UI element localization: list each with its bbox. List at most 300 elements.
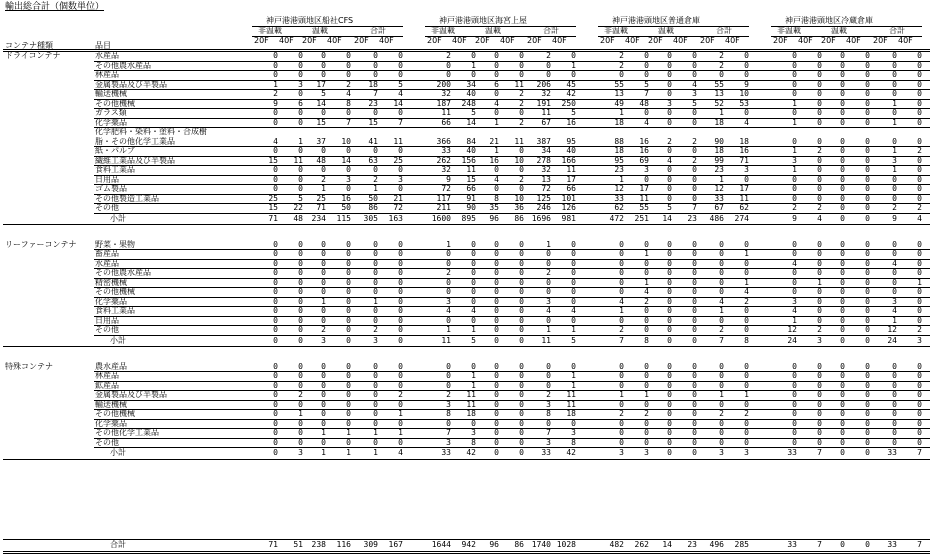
table-row-value: 0	[692, 380, 697, 390]
item-label: 輸送機械	[95, 399, 127, 409]
table-row-value: 0	[865, 409, 870, 418]
table-row-value: 0	[298, 380, 303, 390]
table-row-value: 0	[719, 277, 724, 287]
table-row-value: 2	[546, 51, 551, 60]
table-row-value: 0	[667, 89, 672, 98]
table-row-value: 0	[321, 258, 326, 268]
table-row-value: 4	[471, 306, 476, 315]
table-row-value: 0	[840, 361, 845, 371]
total-header: 合計	[543, 26, 559, 35]
table-row-value: 18	[714, 117, 724, 127]
subtotal-row-value: 0	[346, 335, 351, 345]
table-row-value: 0	[667, 108, 672, 117]
grand-total-row-value: 0	[865, 540, 870, 549]
table-row-value: 0	[373, 306, 378, 315]
item-label: 水産品	[95, 51, 119, 60]
table-row-value: 0	[398, 60, 403, 70]
table-row-value: 0	[494, 239, 499, 249]
table-row-value: 9	[744, 79, 749, 89]
table-row-value: 67	[541, 117, 551, 127]
table-row-value: 156	[461, 155, 476, 165]
table-row-value: 67	[714, 203, 724, 212]
table-row-value: 0	[644, 361, 649, 371]
table-row-value: 0	[398, 108, 403, 117]
table-row-value: 1	[398, 409, 403, 418]
table-row-value: 2	[446, 390, 451, 399]
table-row-value: 0	[840, 203, 845, 212]
table-row-value: 101	[561, 193, 576, 203]
subtotal-row-value: 86	[514, 213, 524, 223]
table-row-value: 0	[692, 361, 697, 371]
table-row-value: 0	[346, 239, 351, 249]
table-row-value: 1	[619, 306, 624, 315]
table-row-value: 0	[692, 277, 697, 287]
table-row-value: 0	[917, 136, 922, 146]
nonref-header: 非温載	[431, 26, 455, 35]
row-rule	[94, 335, 930, 336]
table-row-value: 4	[619, 296, 624, 306]
table-row-value: 40	[466, 89, 476, 98]
table-row-value: 0	[494, 325, 499, 334]
subtotal-row-value: 8	[644, 335, 649, 345]
table-row-value: 250	[561, 98, 576, 108]
table-row-value: 0	[519, 390, 524, 399]
table-row-value: 0	[692, 249, 697, 258]
table-row-value: 0	[321, 399, 326, 409]
table-row-value: 0	[298, 60, 303, 70]
table-row-value: 0	[298, 325, 303, 334]
table-row-value: 0	[398, 371, 403, 380]
item-label: 日用品	[95, 315, 119, 325]
subtotal-row-value: 8	[744, 335, 749, 345]
table-row-value: 0	[519, 380, 524, 390]
table-row-value: 0	[792, 380, 797, 390]
table-row-value: 0	[494, 268, 499, 277]
table-row-value: 62	[614, 203, 624, 212]
table-row-value: 2	[619, 51, 624, 60]
table-row-value: 3	[792, 296, 797, 306]
table-row-value: 2	[446, 268, 451, 277]
subtotal-row-value: 42	[466, 448, 476, 457]
table-row-value: 0	[446, 361, 451, 371]
table-row-value: 0	[644, 437, 649, 447]
table-row-value: 0	[917, 428, 922, 437]
subtotal-row-value: 9	[792, 213, 797, 223]
table-row-value: 0	[519, 165, 524, 174]
table-row-value: 0	[298, 315, 303, 325]
table-row-value: 0	[373, 380, 378, 390]
table-row-value: 2	[321, 174, 326, 184]
table-row-value: 1	[792, 315, 797, 325]
table-row-value: 1	[471, 325, 476, 334]
table-row-value: 0	[321, 371, 326, 380]
table-row-value: 166	[561, 155, 576, 165]
table-row-value: 0	[446, 249, 451, 258]
table-row-value: 0	[619, 399, 624, 409]
table-row-value: 0	[917, 174, 922, 184]
subtotal-row-value: 163	[388, 213, 403, 223]
table-row-value: 0	[917, 98, 922, 108]
table-row-value: 0	[792, 70, 797, 79]
table-row-value: 0	[346, 70, 351, 79]
table-row-value: 0	[792, 239, 797, 249]
table-row-value: 11	[514, 136, 524, 146]
table-row-value: 0	[346, 146, 351, 155]
table-row-value: 0	[892, 390, 897, 399]
table-row-value: 0	[817, 287, 822, 296]
table-row-value: 0	[917, 390, 922, 399]
grand-total-row-value: 285	[734, 540, 749, 549]
table-row-value: 0	[792, 249, 797, 258]
table-row-value: 0	[692, 287, 697, 296]
table-row-value: 0	[692, 165, 697, 174]
subtotal-row-value: 33	[887, 448, 897, 457]
subtotal-row-value: 9	[892, 213, 897, 223]
table-row-value: 3	[644, 165, 649, 174]
table-row-value: 0	[273, 409, 278, 418]
table-row-value: 0	[298, 70, 303, 79]
table-row-value: 0	[917, 418, 922, 428]
table-row-value: 0	[792, 108, 797, 117]
table-row-value: 0	[792, 437, 797, 447]
table-row-value: 0	[494, 418, 499, 428]
table-row-value: 11	[541, 108, 551, 117]
table-row-value: 66	[566, 184, 576, 193]
table-row-value: 0	[644, 60, 649, 70]
size-header: 40F	[279, 36, 294, 45]
table-row-value: 0	[892, 51, 897, 60]
table-row-value: 0	[667, 174, 672, 184]
table-row-value: 0	[892, 79, 897, 89]
table-row-value: 0	[817, 361, 822, 371]
subtotal-row-value: 0	[667, 335, 672, 345]
ref-header: 温載	[831, 26, 847, 35]
table-row-value: 0	[644, 325, 649, 334]
size-header: 20F	[700, 36, 715, 45]
table-row-value: 0	[373, 146, 378, 155]
table-row-value: 0	[840, 184, 845, 193]
subtotal-row-value: 3	[298, 448, 303, 457]
table-row-value: 0	[346, 437, 351, 447]
table-row-value: 4	[446, 306, 451, 315]
table-row-value: 0	[892, 108, 897, 117]
table-row-value: 1	[446, 239, 451, 249]
subtotal-row-value: 0	[298, 335, 303, 345]
item-label: その他機械	[95, 98, 135, 108]
table-row-value: 0	[817, 258, 822, 268]
item-label: 化学肥料・染料・塗料・合成樹	[95, 127, 207, 136]
table-row-value: 0	[398, 306, 403, 315]
table-row-value: 4	[667, 155, 672, 165]
table-row-value: 0	[917, 287, 922, 296]
grand-total-row-value: 309	[363, 540, 378, 549]
table-row-value: 50	[368, 193, 378, 203]
total-header: 合計	[716, 26, 732, 35]
table-row-value: 0	[494, 296, 499, 306]
table-row-value: 2	[892, 203, 897, 212]
table-row-value: 0	[373, 437, 378, 447]
table-row-value: 8	[446, 409, 451, 418]
table-row-value: 0	[373, 287, 378, 296]
table-row-value: 0	[373, 361, 378, 371]
table-row-value: 91	[466, 193, 476, 203]
table-row-value: 0	[398, 399, 403, 409]
table-row-value: 0	[494, 409, 499, 418]
table-row-value: 0	[917, 117, 922, 127]
table-row-value: 0	[917, 79, 922, 89]
table-row-value: 0	[298, 361, 303, 371]
table-row-value: 2	[917, 146, 922, 155]
table-row-value: 1	[892, 146, 897, 155]
row-rule	[94, 127, 930, 128]
table-row-value: 0	[273, 117, 278, 127]
table-row-value: 0	[817, 315, 822, 325]
table-row-value: 0	[571, 268, 576, 277]
item-label: 脂・その他化学工業品	[95, 136, 175, 146]
table-row-value: 11	[566, 399, 576, 409]
table-row-value: 0	[346, 315, 351, 325]
table-row-value: 0	[273, 399, 278, 409]
subtotal-row-value: 4	[398, 448, 403, 457]
table-row-value: 0	[321, 239, 326, 249]
table-row-value: 8	[346, 98, 351, 108]
table-row-value: 191	[536, 98, 551, 108]
subtotal-row-value: 5	[471, 335, 476, 345]
table-row-value: 1	[792, 98, 797, 108]
table-row-value: 17	[639, 184, 649, 193]
table-row-value: 4	[744, 117, 749, 127]
table-row-value: 0	[494, 306, 499, 315]
table-row-value: 0	[892, 399, 897, 409]
table-row-value: 0	[519, 60, 524, 70]
table-row-value: 3	[298, 79, 303, 89]
subtotal-row-value: 0	[494, 335, 499, 345]
grand-total-row-value: 116	[336, 540, 351, 549]
table-row-value: 0	[744, 60, 749, 70]
table-row-value: 0	[519, 146, 524, 155]
table-row-value: 4	[792, 306, 797, 315]
table-row-value: 2	[719, 51, 724, 60]
table-row-value: 0	[840, 239, 845, 249]
grand-total-row-value: 23	[687, 540, 697, 549]
table-row-value: 0	[298, 249, 303, 258]
table-row-value: 0	[865, 428, 870, 437]
table-row-value: 1	[644, 249, 649, 258]
table-row-value: 1	[571, 380, 576, 390]
table-row-value: 0	[744, 258, 749, 268]
report-title: 輸出総合計（個数単位）	[5, 2, 105, 12]
table-row-value: 15	[368, 117, 378, 127]
table-row-value: 11	[566, 165, 576, 174]
table-row-value: 0	[298, 117, 303, 127]
table-row-value: 0	[692, 239, 697, 249]
table-row-value: 0	[546, 249, 551, 258]
table-row-value: 0	[865, 325, 870, 334]
table-row-value: 0	[298, 258, 303, 268]
table-row-value: 18	[614, 146, 624, 155]
table-row-value: 0	[917, 296, 922, 306]
table-row-value: 0	[667, 306, 672, 315]
table-row-value: 18	[739, 136, 749, 146]
table-row-value: 0	[840, 287, 845, 296]
table-row-value: 1	[321, 428, 326, 437]
table-row-value: 7	[546, 428, 551, 437]
table-row-value: 0	[321, 287, 326, 296]
size-header: 40F	[379, 36, 394, 45]
table-row-value: 0	[644, 258, 649, 268]
table-row-value: 248	[461, 98, 476, 108]
table-row-value: 0	[273, 315, 278, 325]
table-row-value: 0	[865, 258, 870, 268]
table-row-value: 0	[398, 418, 403, 428]
table-row-value: 0	[692, 390, 697, 399]
grand-total-row-value: 1644	[431, 540, 451, 549]
table-row-value: 2	[744, 409, 749, 418]
table-row-value: 0	[298, 108, 303, 117]
table-row-value: 4	[571, 306, 576, 315]
table-row-value: 1	[744, 249, 749, 258]
table-row-value: 0	[494, 165, 499, 174]
table-row-value: 0	[619, 418, 624, 428]
table-row-value: 0	[346, 380, 351, 390]
table-row-value: 0	[719, 380, 724, 390]
table-row-value: 1	[446, 325, 451, 334]
table-row-value: 0	[840, 277, 845, 287]
table-row-value: 0	[840, 437, 845, 447]
table-row-value: 72	[541, 184, 551, 193]
table-row-value: 0	[667, 325, 672, 334]
table-row-value: 0	[667, 70, 672, 79]
item-label: 日用品	[95, 174, 119, 184]
subtotal-row-value: 7	[817, 448, 822, 457]
table-row-value: 0	[744, 399, 749, 409]
table-row-value: 0	[865, 371, 870, 380]
section-name: ドライコンテナ	[5, 51, 61, 60]
table-row-value: 0	[321, 437, 326, 447]
subtotal-row-value: 0	[273, 335, 278, 345]
table-row-value: 2	[692, 136, 697, 146]
table-row-value: 0	[619, 287, 624, 296]
item-label: 林産品	[95, 371, 119, 380]
table-row-value: 11	[514, 79, 524, 89]
table-row-value: 0	[398, 296, 403, 306]
table-row-value: 0	[792, 79, 797, 89]
subtotal-row-value: 1	[373, 448, 378, 457]
size-header: 40F	[552, 36, 567, 45]
table-row-value: 0	[519, 184, 524, 193]
table-row-value: 0	[494, 51, 499, 60]
table-row-value: 0	[321, 315, 326, 325]
subtotal-row-value: 7	[917, 448, 922, 457]
table-row-value: 0	[298, 371, 303, 380]
grand-total-row-value: 0	[840, 540, 845, 549]
table-row-value: 0	[792, 418, 797, 428]
table-row-value: 0	[346, 361, 351, 371]
size-header: 40F	[898, 36, 913, 45]
table-row-value: 7	[446, 428, 451, 437]
table-row-value: 11	[466, 390, 476, 399]
table-row-value: 0	[446, 70, 451, 79]
table-row-value: 0	[298, 174, 303, 184]
table-row-value: 16	[341, 193, 351, 203]
table-row-value: 11	[739, 193, 749, 203]
subtotal-row-value: 895	[461, 213, 476, 223]
table-row-value: 0	[865, 296, 870, 306]
table-row-value: 0	[692, 146, 697, 155]
table-row-value: 0	[273, 184, 278, 193]
subtotal-row-value: 96	[489, 213, 499, 223]
table-row-value: 278	[536, 155, 551, 165]
table-row-value: 0	[892, 361, 897, 371]
table-row-value: 0	[519, 268, 524, 277]
table-row-value: 6	[494, 79, 499, 89]
table-row-value: 0	[667, 146, 672, 155]
table-row-value: 0	[298, 239, 303, 249]
table-row-value: 0	[373, 51, 378, 60]
table-row-value: 0	[273, 258, 278, 268]
table-row-value: 0	[298, 399, 303, 409]
table-row-value: 0	[744, 418, 749, 428]
table-row-value: 0	[644, 380, 649, 390]
table-row-value: 2	[719, 325, 724, 334]
table-row-value: 99	[714, 155, 724, 165]
table-row-value: 0	[865, 287, 870, 296]
table-row-value: 3	[546, 399, 551, 409]
table-row-value: 4	[719, 296, 724, 306]
table-row-value: 0	[840, 380, 845, 390]
table-row-value: 3	[792, 155, 797, 165]
subtotal-rule	[3, 224, 930, 225]
table-row-value: 0	[619, 380, 624, 390]
table-row-value: 4	[546, 306, 551, 315]
subtotal-row-value: 3	[619, 448, 624, 457]
table-row-value: 0	[446, 315, 451, 325]
table-row-value: 0	[373, 371, 378, 380]
subtotal-row-value: 0	[273, 448, 278, 457]
table-row-value: 16	[639, 136, 649, 146]
table-row-value: 0	[865, 277, 870, 287]
table-row-value: 0	[373, 268, 378, 277]
table-row-value: 0	[346, 277, 351, 287]
table-row-value: 22	[293, 203, 303, 212]
table-row-value: 0	[273, 51, 278, 60]
table-row-value: 0	[398, 277, 403, 287]
item-label: 繊維工業品及び半製品	[95, 155, 175, 165]
table-row-value: 0	[373, 249, 378, 258]
subtotal-row-value: 71	[268, 213, 278, 223]
table-row-value: 0	[273, 306, 278, 315]
table-row-value: 0	[840, 89, 845, 98]
table-row-value: 1	[298, 136, 303, 146]
table-row-value: 0	[644, 418, 649, 428]
table-row-value: 8	[494, 193, 499, 203]
table-row-value: 0	[321, 268, 326, 277]
table-row-value: 18	[614, 117, 624, 127]
table-row-value: 0	[273, 287, 278, 296]
table-row-value: 0	[892, 60, 897, 70]
table-row-value: 3	[892, 155, 897, 165]
table-row-value: 10	[514, 155, 524, 165]
table-row-value: 9	[273, 98, 278, 108]
subtotal-row-value: 3	[644, 448, 649, 457]
table-row-value: 0	[346, 418, 351, 428]
table-row-value: 0	[298, 428, 303, 437]
table-row-value: 0	[273, 165, 278, 174]
table-row-value: 0	[273, 249, 278, 258]
table-row-value: 0	[719, 371, 724, 380]
table-row-value: 1	[892, 165, 897, 174]
table-row-value: 0	[667, 51, 672, 60]
